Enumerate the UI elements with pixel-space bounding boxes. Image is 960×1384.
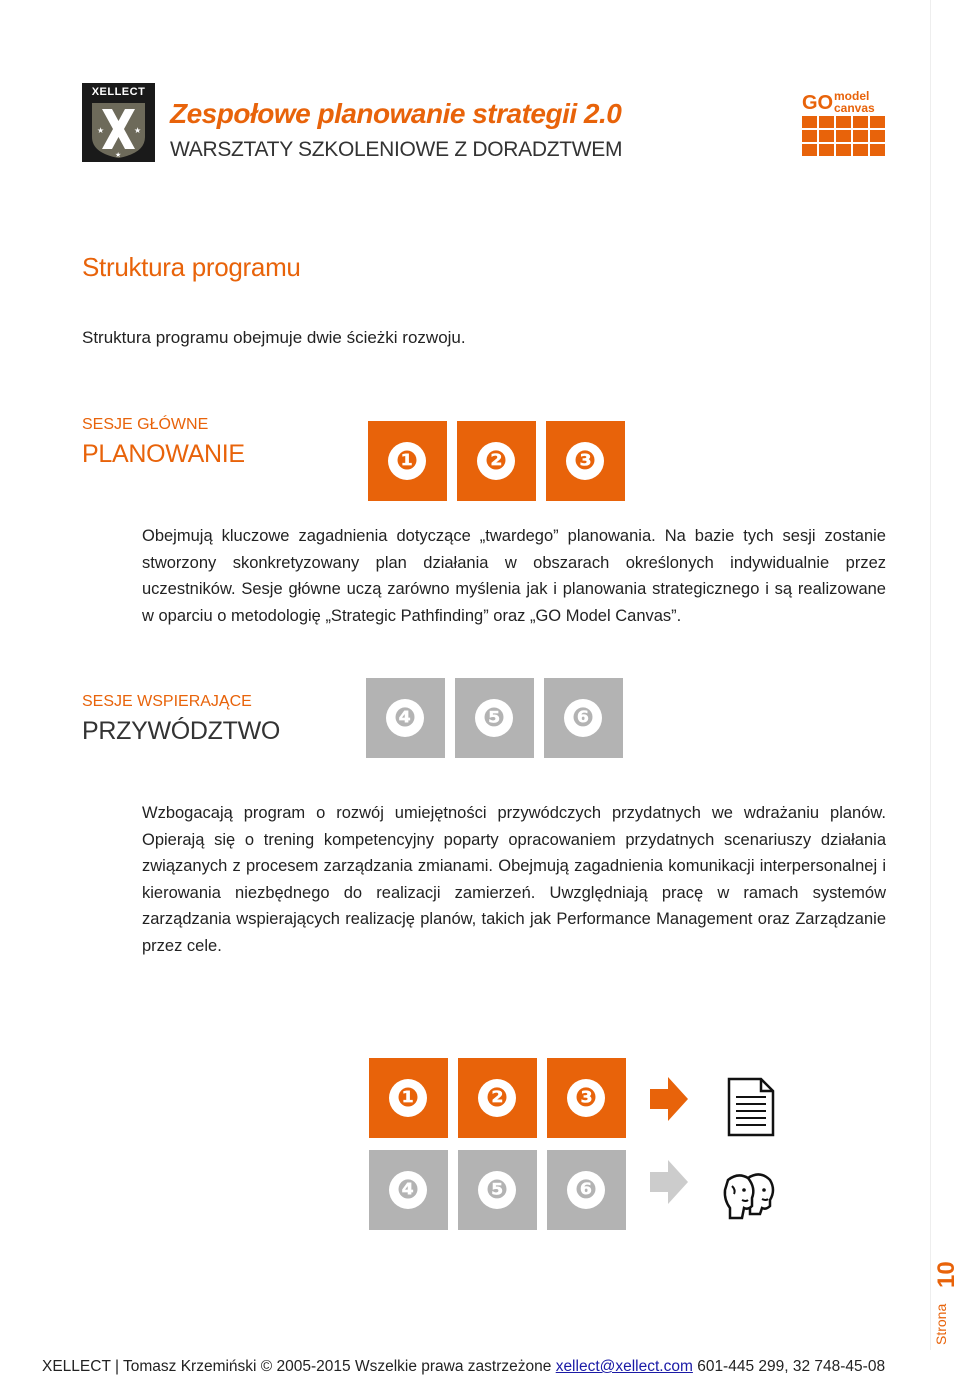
orange-arrow-icon [648,1075,690,1123]
number-2-icon: ❷ [477,442,515,480]
session-tile-1 [368,421,447,501]
main-sessions-kicker: SESJE GŁÓWNE [82,416,209,433]
main-sessions-description: Obejmują kluczowe zagadnienia dotyczące „twardego” planowania. Na bazie tych sesji zostanie stworzony skonkretyzowany plan działania w obszarach określonych indywidualnie przez uczestników. Sesje główne uczą zarówno myślenia jak i planowania strategicznego i są realizowane w oparciu o metodologię „Strategic Pathfinding” oraz „GO Model Canvas”. [142,527,886,625]
svg-text:★: ★ [115,152,122,159]
support-sessions-description: Wzbogacają program o rozwój umiejętności przywódczych przydatnych we wdrażaniu planów. Opierają się o trening kompetencyjny poparty opracowaniem przydatnych scenariuszy działania związanych z procesem zarządzania zmianami. Obejmują zagadnienia komunikacji interpersonalnej i kierowania niezbędnego do realizacji zamierzeń. Uwzględniają pracę w ramach systemów zarządzania wspierających realizację planów, takich jak Performance Management oraz Zarządzanie przez cele. [142,804,886,955]
go-model-canvas-logo [802,90,888,168]
number-4-icon: ❹ [386,699,424,737]
number-6-icon: ❻ [567,1171,605,1209]
xellect-logo [82,83,155,162]
number-3-icon: ❸ [567,1079,605,1117]
page-edge-line [930,0,931,1350]
page-label: Strona [933,1303,949,1345]
go-logo-canvas: canvas [834,101,875,115]
go-logo-model: model [834,89,870,103]
gray-arrow-icon [648,1158,690,1206]
summary-tile-2 [458,1058,537,1138]
number-5-icon: ❺ [475,699,513,737]
summary-tile-4 [369,1150,448,1230]
page-number: 10 [933,1261,960,1288]
summary-tile-1 [369,1058,448,1138]
number-3-icon: ❸ [566,442,604,480]
number-4-icon: ❹ [389,1171,427,1209]
number-1-icon: ❶ [389,1079,427,1117]
people-icon [722,1170,778,1222]
session-tile-2 [457,421,536,501]
summary-tile-5 [458,1150,537,1230]
document-icon [727,1077,775,1137]
section-title: Struktura programu [82,252,301,282]
session-tile-3 [546,421,625,501]
svg-text:★: ★ [134,126,142,135]
session-tile-6 [544,678,623,758]
footer-copyright: XELLECT | Tomasz Krzemiński © 2005-2015 Wszelkie prawa zastrzeżone [42,1358,556,1375]
summary-tile-6 [547,1150,626,1230]
document-subtitle: WARSZTATY SZKOLENIOWE Z DORADZTWEM [170,138,623,161]
footer-phones: 601-445 299, 32 748-45-08 [692,1358,886,1375]
main-sessions-heading: PLANOWANIE [82,440,245,468]
number-5-icon: ❺ [478,1171,516,1209]
support-sessions-heading: PRZYWÓDZTWO [82,717,281,745]
document-title: Zespołowe planowanie strategii 2.0 [170,98,622,129]
session-tile-5 [455,678,534,758]
go-logo-grid [802,116,885,156]
xellect-logo-text: XELLECT [91,86,146,98]
footer [42,1358,885,1376]
go-logo-text: GO [802,92,834,114]
number-6-icon: ❻ [564,699,602,737]
number-1-icon: ❶ [388,442,426,480]
session-tile-4 [366,678,445,758]
svg-text:★: ★ [97,126,105,135]
summary-tile-3 [547,1058,626,1138]
number-2-icon: ❷ [478,1079,516,1117]
footer-email-link[interactable]: xellect@xellect.com [555,1358,693,1375]
support-sessions-kicker: SESJE WSPIERAJĄCE [82,693,252,710]
intro-text: Struktura programu obejmuje dwie ścieżki rozwoju. [82,328,466,347]
x-shield-icon [88,101,149,159]
